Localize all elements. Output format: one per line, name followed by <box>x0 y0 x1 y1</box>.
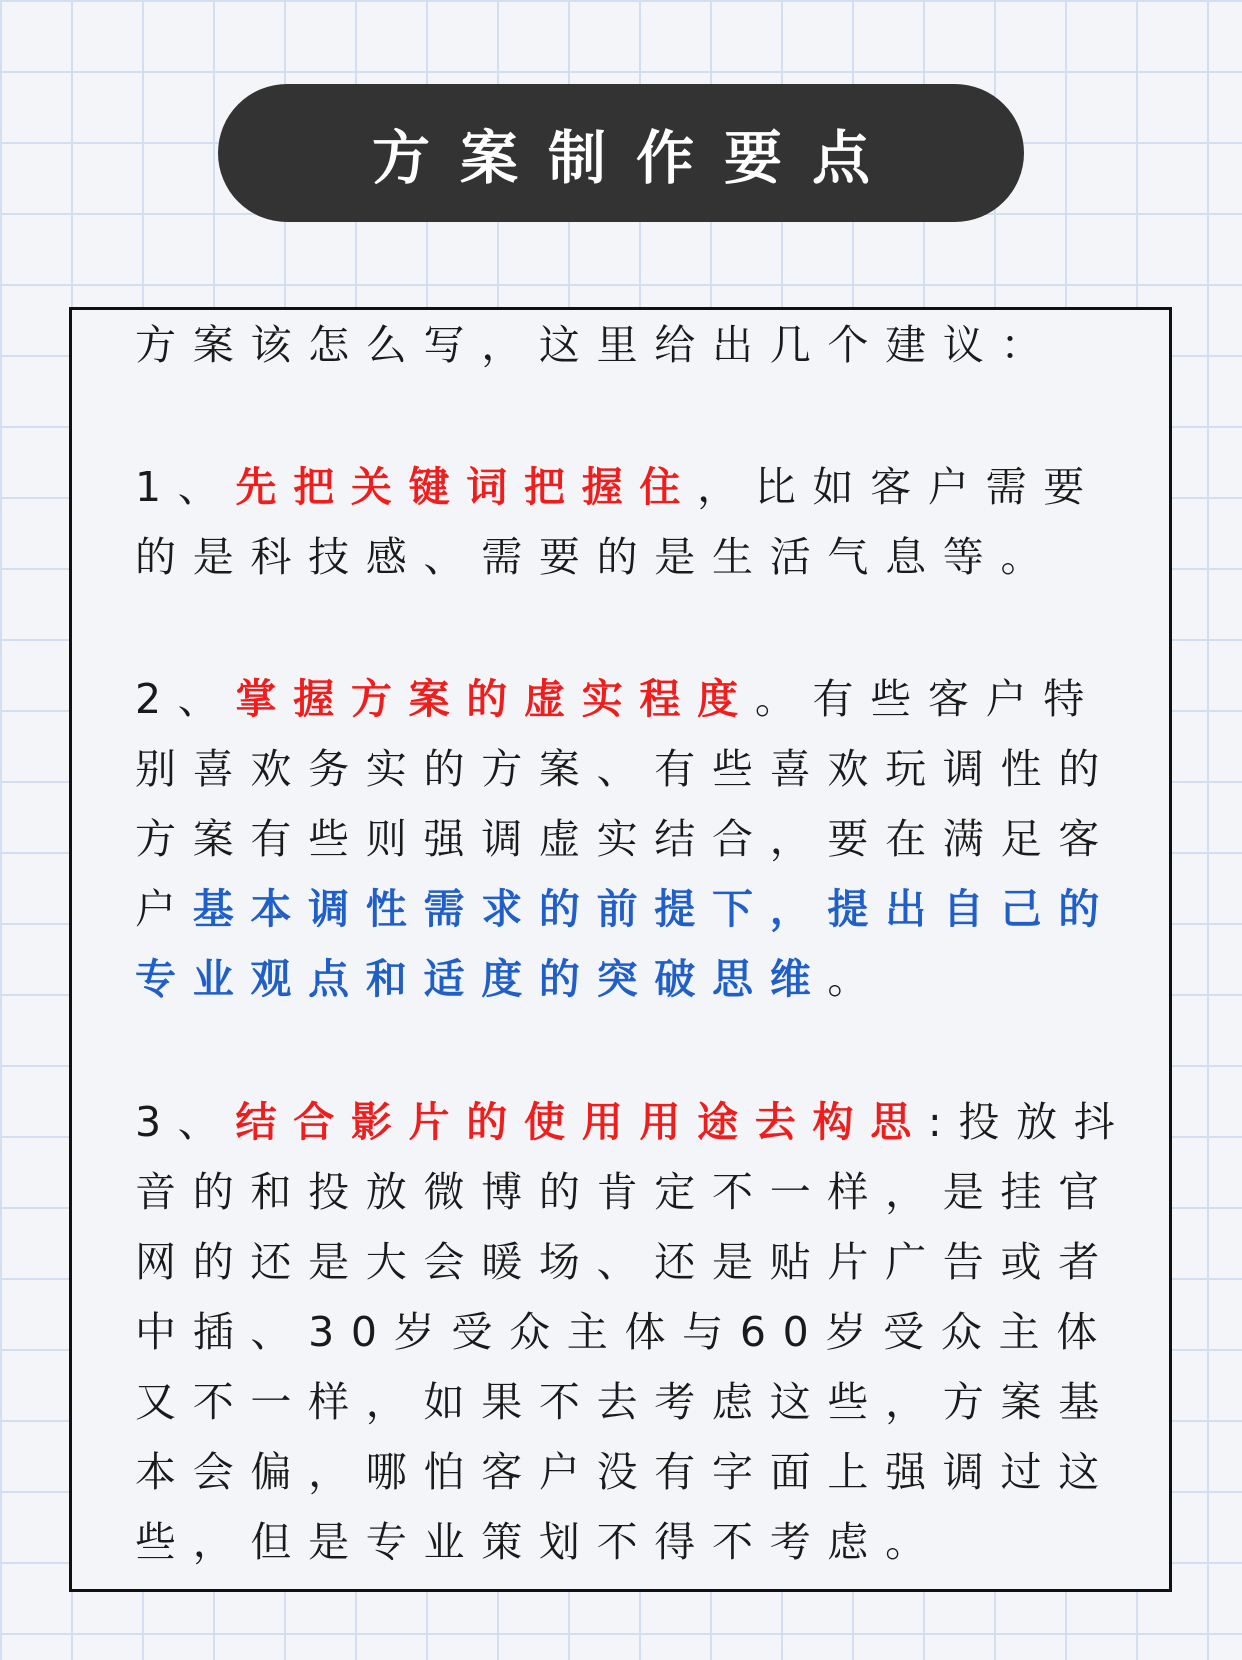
point-3-line-4: 中插、30岁受众主体与60岁受众主体 <box>135 1308 1114 1356</box>
point-2-blue-highlight-a: 基本调性需求的前提下，提出自己的 <box>192 885 1116 933</box>
point-3-line-6: 本会偏，哪怕客户没有字面上强调过这 <box>135 1448 1116 1496</box>
point-2-line-5 <box>135 944 885 1014</box>
point-1-line-2: 的是科技感、需要的是生活气息等。 <box>135 533 1059 581</box>
point-2-blue-highlight-b: 专业观点和适度的突破思维 <box>135 955 828 1003</box>
point-3-line-7: 些，但是专业策划不得不考虑。 <box>135 1518 943 1566</box>
point-2-line-1 <box>135 664 1101 734</box>
point-2-line-5-end: 。 <box>827 955 886 1003</box>
point-2-line-2: 别喜欢务实的方案、有些喜欢玩调性的 <box>135 745 1116 793</box>
point-3-number: 3、 <box>135 1098 236 1146</box>
point-3-line-2: 音的和投放微博的肯定不一样，是挂官 <box>135 1168 1116 1216</box>
point-2-line-4-plain: 户 <box>135 885 193 933</box>
point-1-number: 1、 <box>135 463 236 511</box>
title-banner <box>218 84 1024 222</box>
point-3-line-1 <box>135 1087 1132 1157</box>
point-2-line-3: 方案有些则强调虚实结合，要在满足客 <box>135 815 1116 863</box>
point-2-number: 2、 <box>135 675 236 723</box>
point-2-rest: 。有些客户特 <box>754 675 1102 723</box>
point-3-rest: :投放抖 <box>927 1098 1132 1146</box>
point-1-rest: ，比如客户需要 <box>697 463 1102 511</box>
page-title: 方案制作要点 <box>371 124 900 192</box>
point-2-highlight: 掌握方案的虚实程度 <box>235 675 755 723</box>
point-3-line-3: 网的还是大会暖场、还是贴片广告或者 <box>135 1238 1116 1286</box>
point-1-line-1 <box>135 452 1101 522</box>
intro-text: 方案该怎么写，这里给出几个建议： <box>135 321 1059 369</box>
point-3-highlight: 结合影片的使用用途去构思 <box>235 1098 928 1146</box>
point-1-highlight: 先把关键词把握住 <box>235 463 698 511</box>
point-3-line-5: 又不一样，如果不去考虑这些，方案基 <box>135 1378 1116 1426</box>
point-2-line-4 <box>135 874 1116 944</box>
